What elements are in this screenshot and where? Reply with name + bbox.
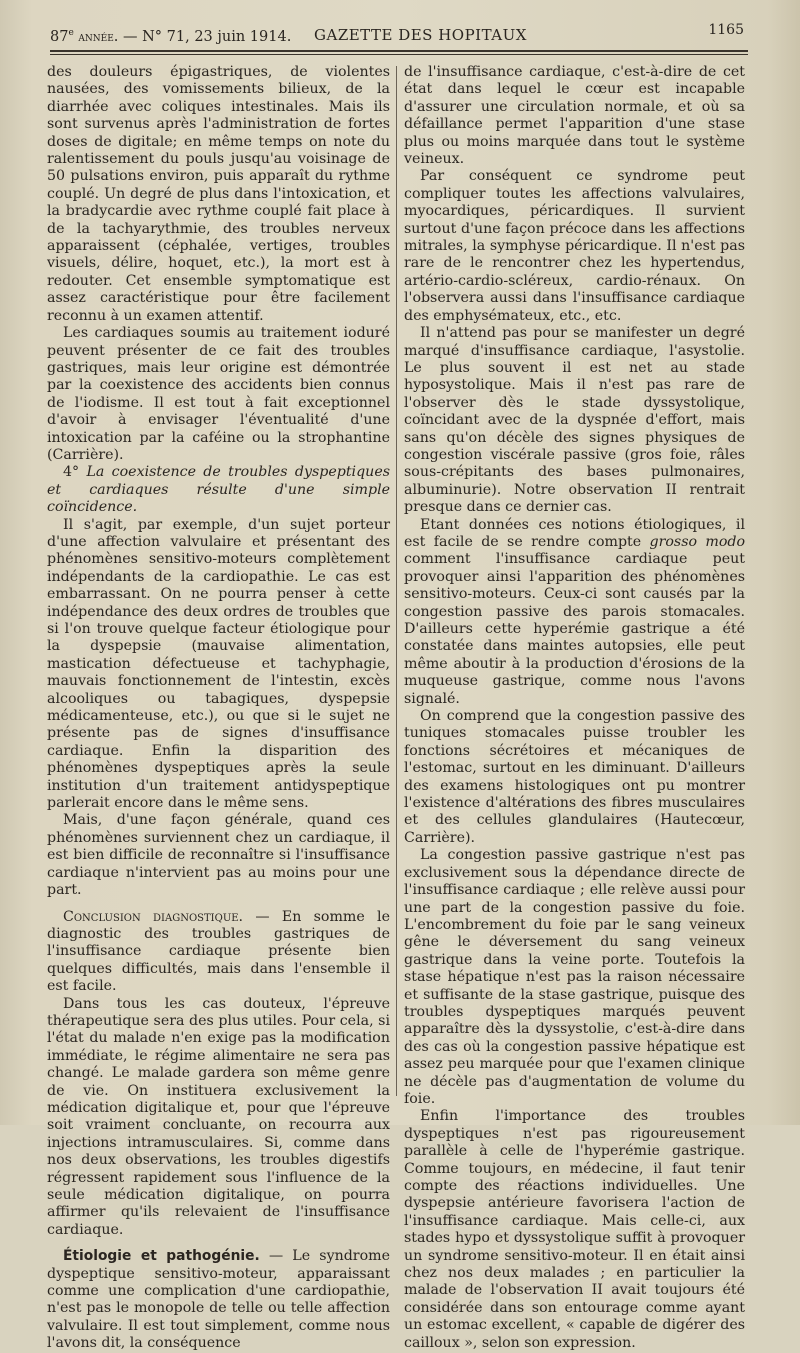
paragraph: de l'insuffisance cardiaque, c'est-à-dire de cet état dans lequel le cœur est incapable d'assurer une circulation normale, et où sa défaillance permet l'apparition d'une stase plus ou moins marquée dans tout le système veineux. [404, 64, 745, 168]
paragraph: Il s'agit, par exemple, d'un sujet porteur d'une affection valvulaire et présentant des phénomènes sensitivo-moteurs complètement indépendants de la cardiopathie. Le cas est embarrassant. On ne pourra penser à cette indépendance des deux ordres de troubles que si l'on trouve quelque facteur étiologique pour la dyspepsie (mauvaise alimentation, mastication défectueuse et tachyphagie, mauvais fonctionnement de l'intestin, excès alcooliques ou tabagiques, dyspepsie médicamenteuse, etc.), ou que si le sujet ne présente pas de signes d'insuffisance cardiaque. Enfin la disparition des phénomènes dyspeptiques après la seule institution d'un traitement antidyspeptique parlerait encore dans le même sens. [47, 516, 390, 812]
paragraph: On comprend que la congestion passive des tuniques stomacales puisse troubler les fonctions sécrétoires et mécaniques de l'estomac, surtout en les diminuant. D'ailleurs des examens histologiques ont pu montrer l'existence d'altérations des fibres musculaires et des cellules glandulaires (Hautecœur, Carrière). [404, 708, 745, 846]
page-number: 1165 [708, 22, 744, 38]
paragraph: Mais, d'une façon générale, quand ces phénomènes surviennent chez un cardiaque, il est bien difficile de reconnaître si l'insuffisance cardiaque n'intervient pas au moins pour une part. [47, 812, 390, 899]
issue-number: 87 [50, 28, 69, 45]
section-item-4 [47, 464, 390, 516]
italic-phrase: grosso modo [649, 533, 746, 550]
header-rule-thick [50, 50, 748, 52]
text-span: comment l'insuffisance cardiaque peut provoquer ainsi l'apparition des phénomènes sensitivo-moteurs. Ceux-ci sont causés par la congestion passive des parois stomacales. D'ailleurs cette hyperémie gastrique a été constatée dans maintes autopsies, elle peut même aboutir à la production d'érosions de la muqueuse gastrique, comme nous l'avons signalé. [404, 551, 745, 707]
paragraph: Par conséquent ce syndrome peut compliquer toutes les affections valvulaires, myocardiques, péricardiques. Il survient surtout d'une façon précoce dans les affections mitrales, la symphyse péricardique. Il n'est pas rare de le rencontrer chez les hypertendus, artério-cardio-scléreux, cardio-rénaux. On l'observera aussi dans l'insuffisance cardiaque des emphysémateux, etc., etc. [404, 168, 745, 324]
right-column [404, 64, 745, 1352]
paragraph: des douleurs épigastriques, de violentes nausées, des vomissements bilieux, de la diarrhée avec coliques intestinales. Mais ils sont survenus après l'administration de fortes doses de digitale; en même temps on note du ralentissement du pouls jusqu'au voisinage de 50 pulsations environ, puis apparaît du rythme couplé. Un degré de plus dans l'intoxication, et la bradycardie avec rythme couplé fait place à de la tachyarythmie, des troubles nerveux apparaissent (céphalée, vertiges, troubles visuels, délire, hoquet, etc.), la mort est à redouter. Cet ensemble symptomatique est assez caractéristique pour être facilement reconnu à un examen attentif. [47, 64, 390, 324]
paragraph [404, 517, 745, 708]
issue-word: année [78, 29, 114, 45]
issue-superscript: e [68, 28, 74, 38]
item-number: 4° [63, 464, 80, 481]
issue-info [50, 28, 291, 45]
column-divider [396, 66, 397, 1096]
item-title: La coexistence de troubles dyspeptiques et cardiaques résulte d'une simple coïncidence. [47, 464, 390, 516]
paragraph: Dans tous les cas douteux, l'épreuve thérapeutique sera des plus utiles. Pour cela, si l'état du malade n'en exige pas la modification immédiate, le régime alimentaire ne sera pas changé. Le malade gardera son même genre de vie. On instituera exclusivement la médication digitalique et, pour que l'épreuve soit vraiment concluante, on recourra aux injections intramusculaires. Si, comme dans nos deux observations, les troubles digestifs régressent rapidement sous l'influence de la seule médication digitalique, on pourra affirmer qu'ils relevaient de l'insuffisance cardiaque. [47, 995, 390, 1238]
issue-date: . — N° 71, 23 juin 1914. [113, 28, 292, 45]
journal-title: GAZETTE DES HOPITAUX [314, 26, 527, 44]
etiology-text: — Le syndrome dyspeptique sensitivo-moteur, apparaissant comme une complication d'une cardiopathie, n'est pas le monopole de telle ou telle affection valvulaire. Il est tout simplement, comme nous l'avons dit, la conséquence [47, 1248, 390, 1352]
left-column [47, 64, 390, 1353]
conclusion-heading: Conclusion diagnostique. [63, 908, 244, 925]
conclusion-text: — En somme le diagnostic des troubles gastriques de l'insuffisance cardiaque présente bien quelques difficultés, mais dans l'ensemble il est facile. [47, 908, 390, 995]
header-rule-thin [50, 54, 748, 55]
text-span: Etant données ces notions étiologiques, il est facile de se rendre compte [404, 516, 745, 550]
page-header [46, 22, 750, 44]
etiology-paragraph [47, 1248, 390, 1352]
paragraph: Il n'attend pas pour se manifester un degré marqué d'insuffisance cardiaque, l'asystolie. Le plus souvent il est net au stade hyposystolique. Mais il n'est pas rare de l'observer dès le stade dyssystolique, coïncidant avec de la dyspnée d'effort, mais sans qu'on décèle des signes physiques de congestion viscérale passive (gros foie, râles sous-crépitants des bases pulmonaires, albuminurie). Notre observation II rentrait presque dans ce dernier cas. [404, 325, 745, 516]
paragraph: Les cardiaques soumis au traitement ioduré peuvent présenter de ce fait des troubles gastriques, mais leur origine est démontrée par la coexistence des accidents bien connus de l'iodisme. Il est tout à fait exceptionnel d'avoir à envisager l'éventualité d'une intoxication par la caféine ou la strophantine (Carrière). [47, 325, 390, 463]
conclusion-paragraph [47, 909, 390, 996]
paragraph: Enfin l'importance des troubles dyspeptiques n'est pas rigoureusement parallèle à celle de l'hyperémie gastrique. Comme toujours, en médecine, il faut tenir compte des réactions individuelles. Une dyspepsie antérieure favorisera l'action de l'insuffisance cardiaque. Mais celle-ci, aux stades hypo et dyssystolique suffit à provoquer un syndrome sensitivo-moteur. Il en était ainsi chez nos deux malades ; en particulier la malade de l'observation II avait toujours été considérée dans son entourage comme ayant un estomac excellent, « capable de digérer des cailloux », selon son expression. [404, 1108, 745, 1351]
etiology-heading: Étiologie et pathogénie. [63, 1248, 260, 1265]
paragraph: La congestion passive gastrique n'est pas exclusivement sous la dépendance directe de l'insuffisance cardiaque ; elle relève aussi pour une part de la congestion passive du foie. L'encombrement du foie par le sang veineux gêne le déversement du sang veineux gastrique dans la veine porte. Toutefois la stase hépatique n'est pas la raison nécessaire et suffisante de la stase gastrique, puisque des troubles dyspeptiques marqués peuvent apparaître dès la dyssystolie, c'est-à-dire dans des cas où la congestion passive hépatique est assez peu marquée pour que l'examen clinique ne décèle pas d'augmentation de volume du foie. [404, 847, 745, 1107]
